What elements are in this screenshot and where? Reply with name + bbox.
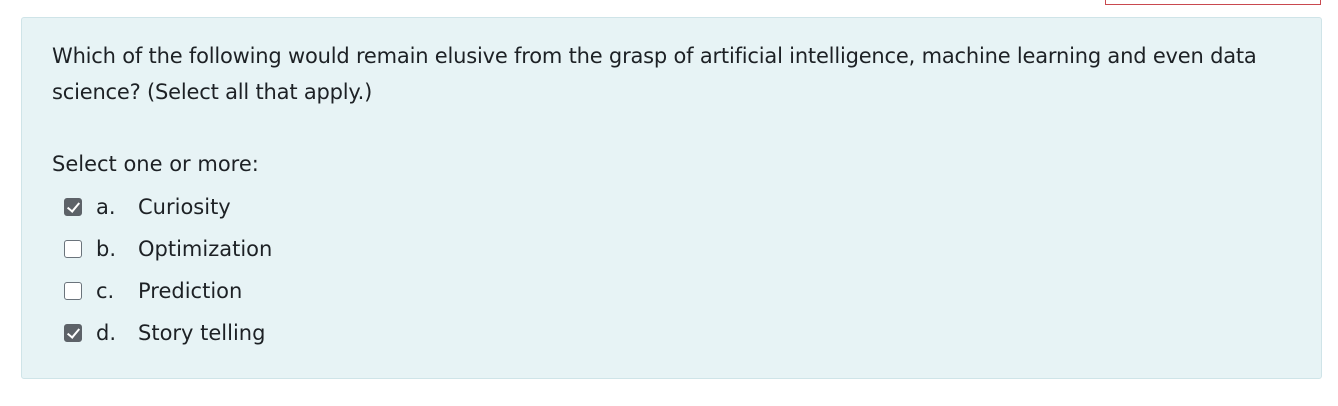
checkbox-c[interactable] bbox=[64, 282, 82, 300]
question-card bbox=[21, 17, 1322, 379]
answer-letter: a. bbox=[96, 195, 116, 219]
answer-prompt: Select one or more: bbox=[52, 152, 259, 176]
answer-option-d[interactable] bbox=[64, 312, 272, 354]
answer-label[interactable]: Prediction bbox=[138, 279, 243, 303]
answer-label[interactable]: Optimization bbox=[138, 237, 273, 261]
answer-label[interactable]: Story telling bbox=[138, 321, 266, 345]
flag-box bbox=[1105, 0, 1321, 5]
answer-option-a[interactable] bbox=[64, 186, 272, 228]
answer-letter: b. bbox=[96, 237, 117, 261]
checkbox-d[interactable] bbox=[64, 324, 82, 342]
answer-letter: d. bbox=[96, 321, 117, 345]
answer-label[interactable]: Curiosity bbox=[138, 195, 231, 219]
checkbox-a[interactable] bbox=[64, 198, 82, 216]
checkbox-b[interactable] bbox=[64, 240, 82, 258]
answer-letter: c. bbox=[96, 279, 115, 303]
question-text: Which of the following would remain elusive from the grasp of artificial intelligence, machine learning and even data science? (Select all that apply.) bbox=[52, 44, 1257, 104]
answer-option-c[interactable] bbox=[64, 270, 272, 312]
answer-option-b[interactable] bbox=[64, 228, 272, 270]
answer-list bbox=[64, 186, 272, 354]
